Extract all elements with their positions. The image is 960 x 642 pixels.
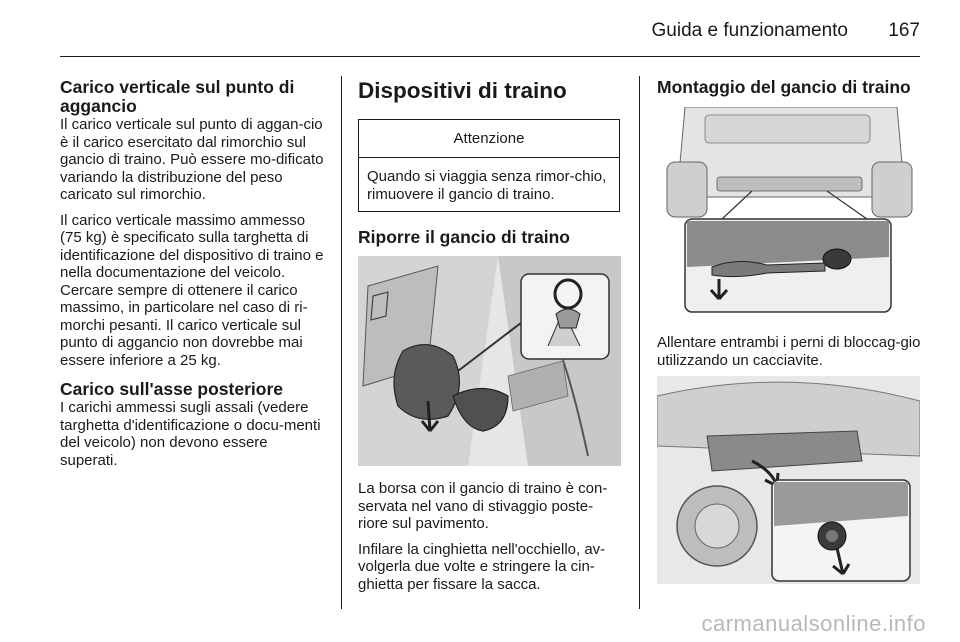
paragraph-strap-instructions: Infilare la cinghietta nell'occhiello, av-volgerla due volte e stringere la cin-ghietta per fissare la sacca. — [358, 540, 606, 593]
subheading-store-tow-hook: Riporre il gancio di traino — [358, 227, 570, 247]
column-divider-right — [639, 76, 640, 609]
page-number: 167 — [888, 20, 920, 41]
paragraph-vertical-load-2: Il carico verticale massimo ammesso (75 kg) è specificato sulla targhetta di identificazione del dispositivo di traino e nella documentazione del veicolo. Cercare sempre di ottenere il carico massimo, in particolare nel caso di ri-morchi pesanti. Il carico verticale sul punto di aggancio non dovrebbe mai essere inferiore a 25 kg. — [60, 211, 324, 369]
watermark: carmanualsonline.info — [701, 611, 926, 636]
column-1 — [60, 78, 328, 469]
illustration-tow-hook-bag-in-cargo-area — [358, 256, 621, 466]
illustration-rear-bumper-screwdriver — [657, 107, 920, 319]
section-heading-vertical-load: Carico verticale sul punto di aggancio — [60, 77, 295, 116]
header-rule — [60, 56, 920, 57]
column-3 — [657, 78, 922, 584]
section-heading-mount-tow-hook: Montaggio del gancio di traino — [657, 77, 911, 97]
illustration-locking-pin-removal — [657, 376, 920, 584]
paragraph-bag-location: La borsa con il gancio di traino è con-servata nel vano di stivaggio poste-riore sul pavimento. — [358, 480, 608, 532]
section-heading-towing-devices: Dispositivi di traino — [358, 78, 567, 103]
page-header-title: Guida e funzionamento — [651, 20, 848, 41]
paragraph-vertical-load-1: Il carico verticale sul punto di aggan-cio è il carico esercitato dal rimorchio sul gancio di traino. Può essere mo-dificato variando la distribuzione del peso caricato sul rimorchio. — [60, 116, 324, 203]
warning-title: Attenzione — [359, 120, 619, 158]
paragraph-rear-axle: I carichi ammessi sugli assali (vedere targhetta d'identificazione o docu-menti del veicolo) non devono essere superati. — [60, 399, 321, 469]
warning-text: Quando si viaggia senza rimor-chio, rimuovere il gancio di traino. — [367, 168, 607, 203]
warning-box — [358, 119, 620, 212]
column-2 — [358, 78, 623, 593]
section-heading-rear-axle: Carico sull'asse posteriore — [60, 379, 284, 399]
paragraph-loosen-pins: Allentare entrambi i perni di bloccag-gio utilizzando un cacciavite. — [657, 334, 921, 369]
column-divider-left — [341, 76, 342, 609]
